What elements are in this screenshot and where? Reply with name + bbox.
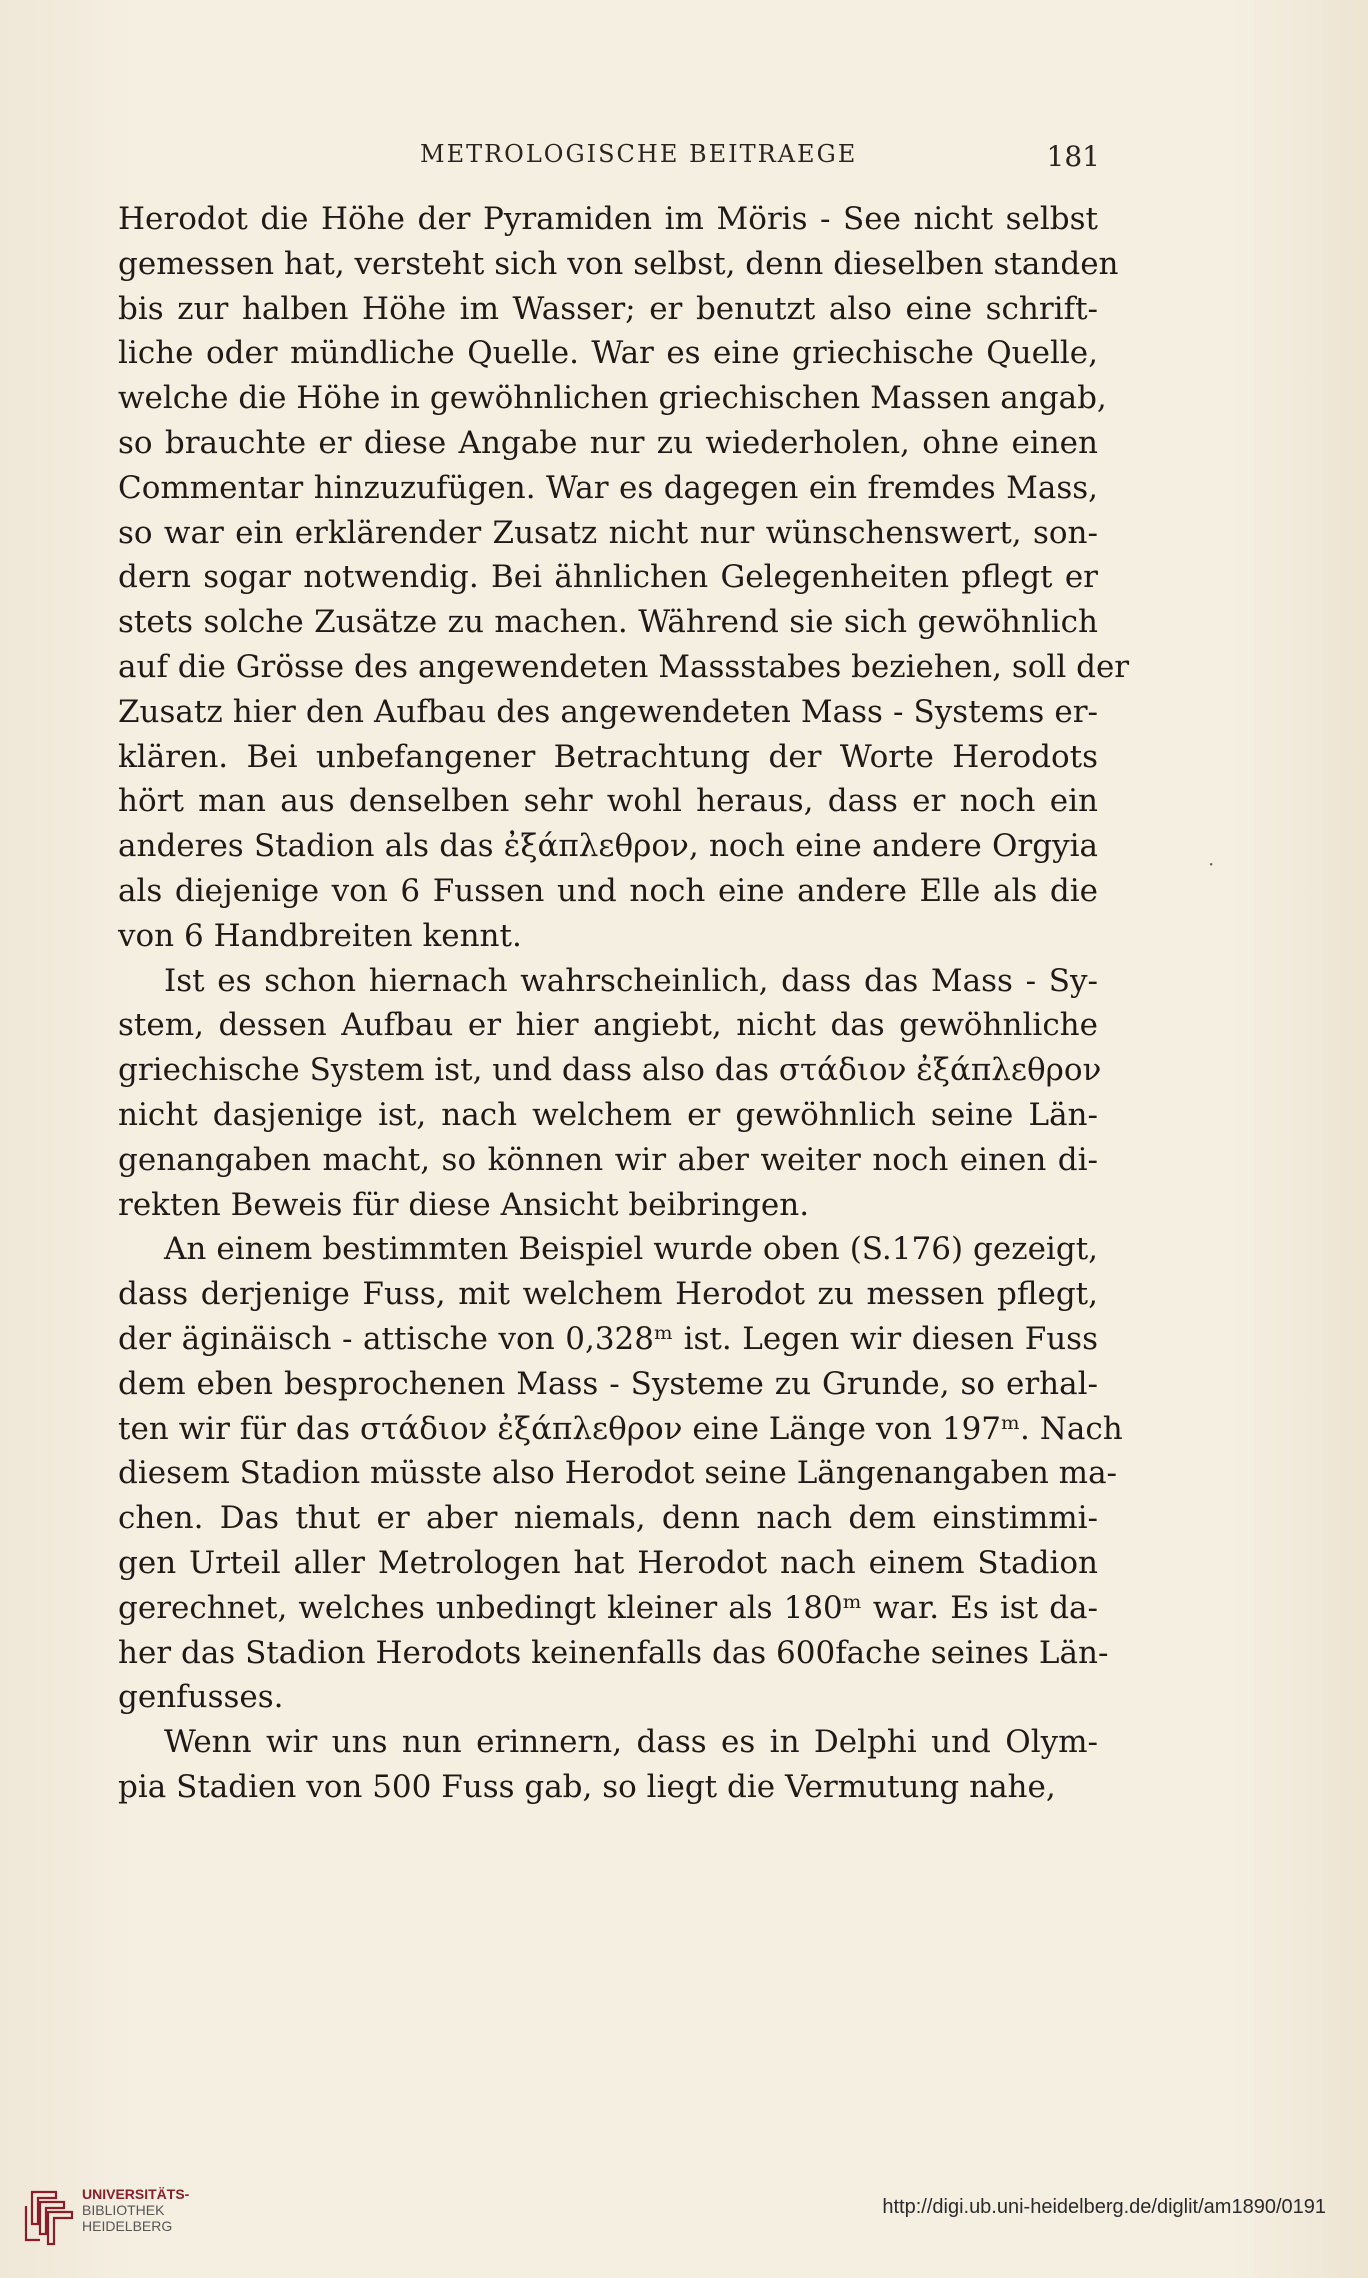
paragraph-end-line: von 6 Handbreiten kennt.	[118, 917, 522, 954]
library-name-line: HEIDELBERG	[82, 2218, 173, 2234]
text-line: gerechnet, welches unbedingt kleiner als 180ᵐ war. Es ist da-	[118, 1589, 1098, 1626]
text-line: nicht dasjenige ist, nach welchem er gewöhnlich seine Län-	[118, 1096, 1098, 1133]
text-line: her das Stadion Herodots keinenfalls das 600fache seines Län-	[118, 1634, 1109, 1671]
text-line: griechische System ist, und dass also das στάδιον ἐξάπλεθρον	[118, 1052, 1102, 1089]
paragraph-end-line: genfusses.	[118, 1679, 284, 1716]
text-line: gen Urteil aller Metrologen hat Herodot nach einem Stadion	[118, 1544, 1098, 1581]
text-line: so brauchte er diese Angabe nur zu wiederholen, ohne einen	[118, 424, 1098, 461]
text-line: als diejenige von 6 Fussen und noch eine andere Elle als die	[118, 872, 1098, 909]
page-header	[120, 140, 1100, 180]
paragraph-end-line: rekten Beweis für diese Ansicht beibringen.	[118, 1186, 810, 1223]
text-line: klären. Bei unbefangener Betrachtung der Worte Herodots	[118, 738, 1098, 775]
text-line: ten wir für das στάδιον ἐξάπλεθρον eine Länge von 197ᵐ. Nach	[118, 1410, 1123, 1447]
university-library-logo-icon	[18, 2184, 80, 2248]
text-line: gemessen hat, versteht sich von selbst, denn dieselben standen	[118, 245, 1119, 282]
running-head: METROLOGISCHE BEITRAEGE	[420, 140, 858, 168]
text-line: stets solche Zusätze zu machen. Während sie sich gewöhnlich	[118, 604, 1098, 641]
text-line: welche die Höhe in gewöhnlichen griechischen Massen angab,	[118, 380, 1107, 417]
text-line: stem, dessen Aufbau er hier angiebt, nicht das gewöhnliche	[118, 1007, 1098, 1044]
text-line: dern sogar notwendig. Bei ähnlichen Gelegenheiten pflegt er	[118, 559, 1098, 596]
paragraph-first-line: An einem bestimmten Beispiel wurde oben (S.176) gezeigt,	[164, 1231, 1098, 1268]
text-line: bis zur halben Höhe im Wasser; er benutzt also eine schrift-	[118, 290, 1098, 327]
margin-mark: ·	[1208, 852, 1215, 876]
source-url-link[interactable]: http://digi.ub.uni-heidelberg.de/diglit/am1890/0191	[882, 2196, 1326, 2218]
library-name	[82, 2186, 189, 2234]
text-line: Commentar hinzuzufügen. War es dagegen ein fremdes Mass,	[118, 469, 1098, 506]
text-line: so war ein erklärender Zusatz nicht nur wünschenswert, son-	[118, 514, 1098, 551]
text-line: liche oder mündliche Quelle. War es eine griechische Quelle,	[118, 335, 1098, 372]
paragraph-first-line: Ist es schon hiernach wahrscheinlich, dass das Mass - Sy-	[164, 962, 1098, 999]
page-number: 181	[1046, 140, 1100, 173]
library-name-line: UNIVERSITÄTS-	[82, 2186, 190, 2202]
page-footer	[0, 2184, 1368, 2244]
body-text	[118, 197, 1130, 1810]
text-line: dass derjenige Fuss, mit welchem Herodot zu messen pflegt,	[118, 1276, 1098, 1313]
text-line: chen. Das thut er aber niemals, denn nach dem einstimmi-	[118, 1500, 1098, 1537]
text-line: Herodot die Höhe der Pyramiden im Möris - See nicht selbst	[118, 201, 1098, 237]
text-line: diesem Stadion müsste also Herodot seine Längenangaben ma-	[118, 1455, 1118, 1492]
text-line: auf die Grösse des angewendeten Massstabes beziehen, soll der	[118, 648, 1130, 685]
text-line: pia Stadien von 500 Fuss gab, so liegt die Vermutung nahe,	[118, 1768, 1056, 1805]
text-line: anderes Stadion als das ἐξάπλεθρον, noch eine andere Orgyia	[118, 828, 1098, 865]
paragraph-first-line: Wenn wir uns nun erinnern, dass es in Delphi und Olym-	[164, 1724, 1098, 1761]
text-line: Zusatz hier den Aufbau des angewendeten Mass - Systems er-	[118, 693, 1098, 730]
text-line: der äginäisch - attische von 0,328ᵐ ist. Legen wir diesen Fuss	[118, 1320, 1098, 1357]
text-line: genangaben macht, so können wir aber weiter noch einen di-	[118, 1141, 1098, 1178]
text-line: hört man aus denselben sehr wohl heraus, dass er noch ein	[118, 783, 1098, 820]
library-name-line: BIBLIOTHEK	[82, 2202, 165, 2218]
text-line: dem eben besprochenen Mass - Systeme zu Grunde, so erhal-	[118, 1365, 1098, 1402]
